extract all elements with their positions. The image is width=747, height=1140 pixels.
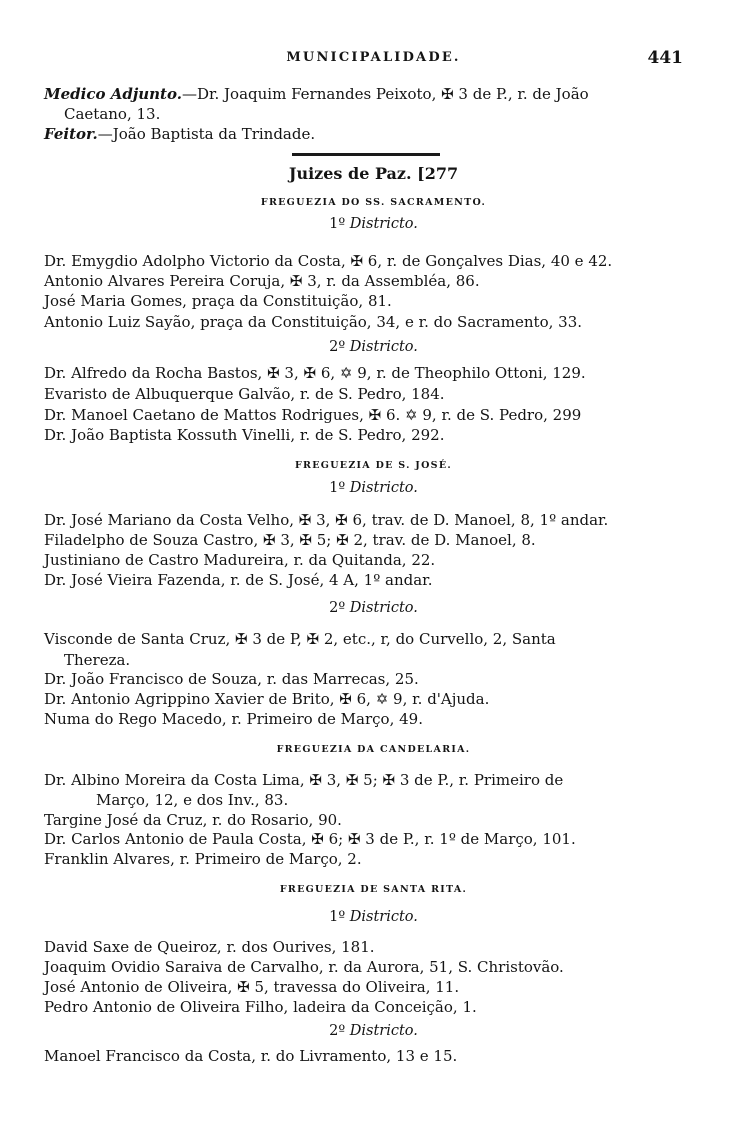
district-number: 2º [329, 1023, 346, 1039]
district-word: Districto. [349, 1023, 418, 1039]
feitor-entry [44, 124, 694, 144]
list-item: Antonio Luiz Sayão, praça da Constituição, 34, e r. do Sacramento, 33. [44, 313, 583, 331]
list-item: Dr. Carlos Antonio de Paula Costa, ✠ 6; ✠ 3 de P., r. 1º de Março, 101. [44, 830, 576, 848]
list-item: Dr. João Baptista Kossuth Vinelli, r. de S. Pedro, 292. [44, 426, 445, 444]
district-number: 1º [329, 480, 346, 496]
list-item: Dr. Albino Moreira da Costa Lima, ✠ 3, ✠ 5; ✠ 3 de P., r. Primeiro de [44, 771, 564, 789]
list-item: Filadelpho de Souza Castro, ✠ 3, ✠ 5; ✠ 2, trav. de D. Manoel, 8. [44, 531, 536, 549]
section-rule [292, 153, 440, 156]
list-item: Joaquim Ovidio Saraiva de Carvalho, r. da Aurora, 51, S. Christovão. [44, 958, 564, 976]
section-title: Juizes de Paz. [277 [288, 164, 459, 183]
parish-heading-sacramento: FREGUEZIA DO SS. SACRAMENTO. [260, 197, 487, 208]
district-word: Districto. [349, 216, 418, 232]
list-item: Visconde de Santa Cruz, ✠ 3 de P, ✠ 2, etc., r, do Curvello, 2, Santa [44, 630, 556, 648]
list-item-continuation: Março, 12, e dos Inv., 83. [96, 791, 289, 809]
list-item: Dr. Alfredo da Rocha Bastos, ✠ 3, ✠ 6, ✡ 9, r. de Theophilo Ottoni, 129. [44, 364, 586, 382]
district-heading [0, 478, 747, 498]
list-item: David Saxe de Queiroz, r. dos Ourives, 181. [44, 938, 375, 956]
parish-heading-sjose: FREGUEZIA DE S. JOSÉ. [295, 460, 452, 471]
district-heading [0, 907, 747, 927]
running-head-title: MUNICIPALIDADE. [286, 50, 461, 65]
running-head [0, 48, 747, 74]
list-item: Dr. Antonio Agrippino Xavier de Brito, ✠ 6, ✡ 9, r. d'Ajuda. [44, 690, 490, 708]
list-item: Dr. José Vieira Fazenda, r. de S. José, 4 A, 1º andar. [44, 571, 433, 589]
list-item: Franklin Alvares, r. Primeiro de Março, 2. [44, 850, 362, 868]
district-heading [0, 598, 747, 618]
list-item: Justiniano de Castro Madureira, r. da Quitanda, 22. [44, 551, 436, 569]
list-item: Targine José da Cruz, r. do Rosario, 90. [44, 811, 342, 829]
list-item: Numa do Rego Macedo, r. Primeiro de Março, 49. [44, 710, 423, 728]
list-item-continuation: Thereza. [64, 651, 131, 669]
feitor-text: —João Baptista da Trindade. [97, 125, 316, 143]
district-heading [0, 214, 747, 234]
list-item: Dr. José Mariano da Costa Velho, ✠ 3, ✠ 6, trav. de D. Manoel, 8, 1º andar. [44, 511, 609, 529]
medico-role: Medico Adjunto. [44, 85, 182, 103]
list-item: Dr. Manoel Caetano de Mattos Rodrigues, ✠ 6. ✡ 9, r. de S. Pedro, 299 [44, 406, 582, 424]
district-word: Districto. [349, 339, 418, 355]
medico-text: —Dr. Joaquim Fernandes Peixoto, ✠ 3 de P., r. de João [181, 85, 589, 103]
list-item: José Maria Gomes, praça da Constituição, 81. [44, 292, 392, 310]
list-item: Manoel Francisco da Costa, r. do Livramento, 13 e 15. [44, 1047, 458, 1065]
list-item: Evaristo de Albuquerque Galvão, r. de S. Pedro, 184. [44, 385, 445, 403]
district-number: 2º [329, 600, 346, 616]
district-heading [0, 1021, 747, 1041]
medico-adjunto-continuation: Caetano, 13. [64, 105, 161, 123]
district-heading [0, 337, 747, 357]
parish-heading-candelaria: FREGUEZIA DA CANDELARIA. [276, 744, 471, 755]
list-item: José Antonio de Oliveira, ✠ 5, travessa do Oliveira, 11. [44, 978, 460, 996]
list-item: Dr. João Francisco de Souza, r. das Marrecas, 25. [44, 670, 419, 688]
feitor-role: Feitor. [44, 125, 98, 143]
list-item: Pedro Antonio de Oliveira Filho, ladeira da Conceição, 1. [44, 998, 477, 1016]
district-word: Districto. [349, 480, 418, 496]
medico-adjunto-entry [44, 84, 694, 104]
list-item: Dr. Emygdio Adolpho Victorio da Costa, ✠ 6, r. de Gonçalves Dias, 40 e 42. [44, 252, 613, 270]
list-item: Antonio Alvares Pereira Coruja, ✠ 3, r. da Assembléa, 86. [44, 272, 480, 290]
district-word: Districto. [349, 909, 418, 925]
page-number: 441 [647, 48, 683, 68]
district-number: 2º [329, 339, 346, 355]
parish-heading-santarita: FREGUEZIA DE SANTA RITA. [279, 884, 468, 895]
district-word: Districto. [349, 600, 418, 616]
district-number: 1º [329, 216, 346, 232]
district-number: 1º [329, 909, 346, 925]
